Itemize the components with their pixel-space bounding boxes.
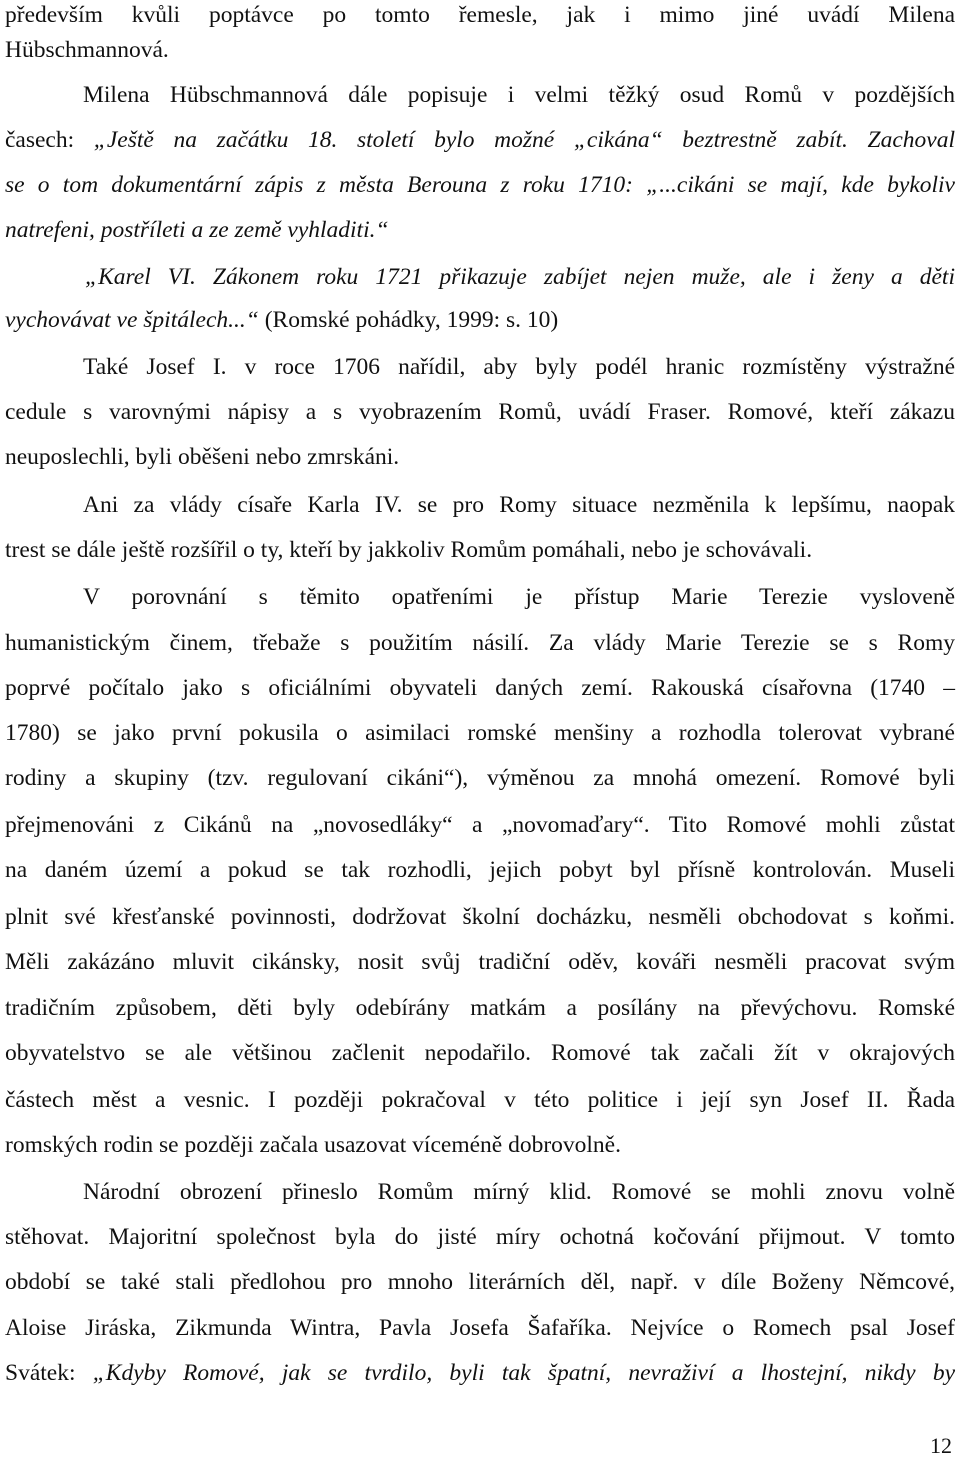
text-line — [5, 535, 955, 565]
text-line — [5, 763, 955, 793]
text-line — [5, 582, 955, 612]
text-line — [5, 352, 955, 382]
text-run: Aloise Jiráska, Zikmunda Wintra, Pavla Josefa Šafaříka. Nejvíce o Romech psal Josef — [5, 1315, 955, 1341]
text-run: V porovnání s těmito opatřeními je přístup Marie Terezie vysloveně — [83, 584, 955, 610]
quoted-text: se o tom dokumentární zápis z města Berouna z roku 1710: „...cikáni se mají, kde bykoliv — [5, 172, 955, 198]
text-run: obyvatelstvo se ale většinou začlenit nepodařilo. Romové tak začali žít v okrajových — [5, 1040, 955, 1066]
quoted-text: natrefeni, postříleti a ze země vyhladiti.“ — [5, 217, 389, 243]
text-line — [5, 1358, 955, 1388]
text-line — [5, 215, 955, 245]
text-line — [5, 673, 955, 703]
text-line — [5, 718, 955, 748]
text-run: rodiny a skupiny (tzv. regulovaní cikáni“), výměnou za mnohá omezení. Romové byli — [5, 765, 955, 791]
text-run: Ani za vlády císaře Karla IV. se pro Romy situace nezměnila k lepšímu, naopak — [83, 492, 955, 518]
text-run: Milena Hübschmannová dále popisuje i velmi těžký osud Romů v pozdějších — [83, 82, 955, 108]
text-line — [5, 1267, 955, 1297]
text-run: především kvůli poptávce po tomto řemesle, jak i mimo jiné uvádí Milena — [5, 2, 955, 28]
text-run: 1780) se jako první pokusila o asimilaci romské menšiny a rozhodla tolerovat vybrané — [5, 720, 955, 746]
text-line — [5, 35, 955, 65]
quoted-text: „Karel VI. Zákonem roku 1721 přikazuje zabíjet nejen muže, ale i ženy a děti — [85, 264, 955, 290]
text-run: trest se dále ještě rozšířil o ty, kteří by jakkoliv Romům pomáhali, nebo je schovávali. — [5, 537, 813, 563]
text-run: neuposlechli, byli oběšeni nebo zmrskáni. — [5, 444, 400, 470]
text-run: období se také stali předlohou pro mnoho literárních děl, např. v díle Boženy Němcové, — [5, 1269, 955, 1295]
page-number: 12 — [930, 1433, 952, 1458]
text-run: humanistickým činem, třebaže s použitím násilí. Za vlády Marie Terezie se s Romy — [5, 630, 955, 656]
text-line — [5, 397, 955, 427]
text-line — [5, 1222, 955, 1252]
quoted-text: vychovávat ve špitálech...“ — [5, 307, 265, 333]
text-run: Měli zakázáno mluvit cikánsky, nosit svůj tradiční oděv, kováři nesměli pracovat svým — [5, 949, 955, 975]
text-line — [5, 490, 955, 520]
text-line — [5, 305, 955, 335]
text-run: poprvé počítalo jako s oficiálními obyvateli daných zemí. Rakouská císařovna (1740 – — [5, 675, 955, 701]
text-line — [5, 993, 955, 1023]
text-line — [5, 1313, 955, 1343]
text-run: na daném území a pokud se tak rozhodli, jejich pobyt byl přísně kontrolován. Museli — [5, 857, 955, 883]
text-line — [5, 80, 955, 110]
text-line — [5, 902, 955, 932]
text-run: (Romské pohádky, 1999: s. 10) — [264, 307, 559, 333]
quoted-text: „Kdyby Romové, jak se tvrdilo, byli tak špatní, nevraživí a lhostejní, nikdy by — [92, 1360, 955, 1386]
text-line — [5, 1085, 955, 1115]
text-line — [5, 170, 955, 200]
text-line — [5, 947, 955, 977]
text-line — [5, 262, 955, 292]
text-run: Národní obrození přineslo Romům mírný klid. Romové se mohli znovu volně — [83, 1179, 955, 1205]
text-run: Také Josef I. v roce 1706 nařídil, aby byly podél hranic rozmístěny výstražné — [83, 354, 955, 380]
text-run: stěhovat. Majoritní společnost byla do jisté míry ochotná kočování přijmout. V tomto — [5, 1224, 955, 1250]
text-run: romských rodin se později začala usazovat víceméně dobrovolně. — [5, 1132, 621, 1158]
text-run: časech: — [5, 127, 94, 153]
text-run: cedule s varovnými nápisy a s vyobrazením Romů, uvádí Fraser. Romové, kteří zákazu — [5, 399, 955, 425]
text-line — [5, 1038, 955, 1068]
text-run: tradičním způsobem, děti byly odebírány matkám a posílány na převýchovu. Romské — [5, 995, 955, 1021]
text-run: Hübschmannová. — [5, 37, 169, 63]
text-line — [5, 1177, 955, 1207]
quoted-text: „Ještě na začátku 18. století bylo možné „cikána“ beztrestně zabít. Zachoval — [93, 127, 955, 153]
text-line — [5, 442, 955, 472]
text-line — [5, 855, 955, 885]
text-line — [5, 628, 955, 658]
text-run: plnit své křesťanské povinnosti, dodržovat školní docházku, nesměli obchodovat s koňmi. — [5, 904, 955, 930]
text-run: Svátek: — [5, 1360, 93, 1386]
text-line — [5, 810, 955, 840]
text-line — [5, 125, 955, 155]
text-line — [5, 1130, 955, 1160]
text-run: částech měst a vesnic. I později pokračoval v této politice i její syn Josef II. Řada — [5, 1087, 955, 1113]
text-run: přejmenováni z Cikánů na „novosedláky“ a „novomaďary“. Tito Romové mohli zůstat — [5, 812, 955, 838]
text-line — [5, 0, 955, 30]
